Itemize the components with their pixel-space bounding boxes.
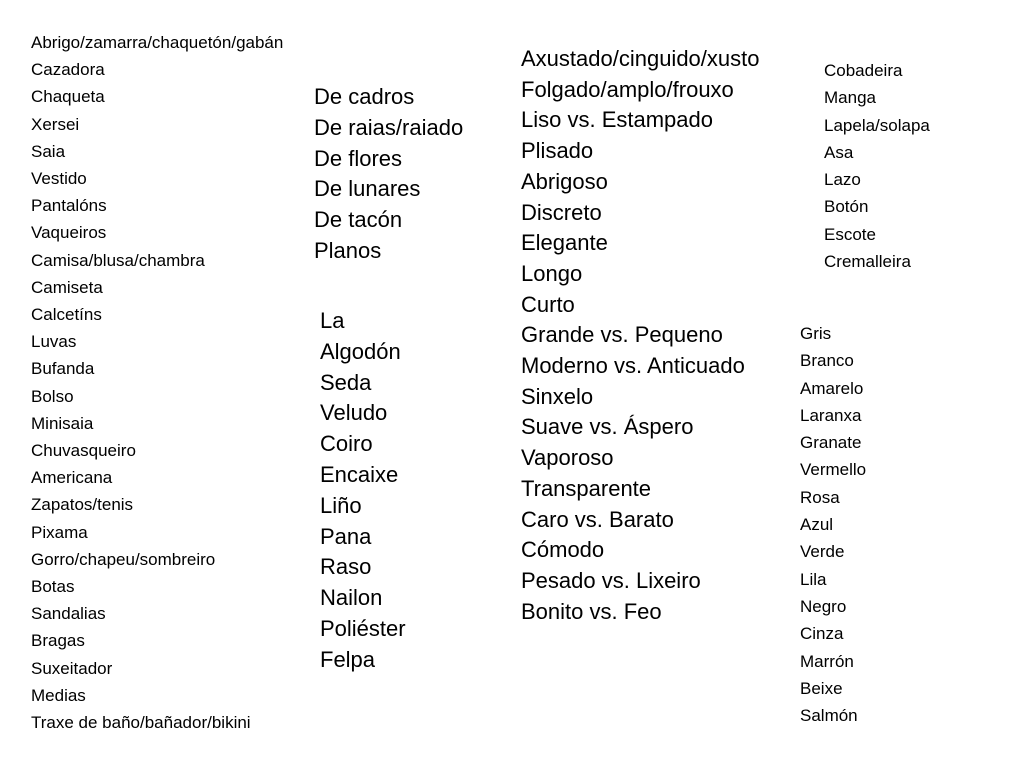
color-item: Vermello bbox=[800, 460, 867, 480]
garment-item: Medias bbox=[31, 685, 86, 705]
colors-list bbox=[800, 320, 866, 729]
garment-item: Luvas bbox=[31, 332, 77, 352]
adjective-item: Cómodo bbox=[521, 537, 605, 563]
garment-item: Pantalóns bbox=[31, 196, 107, 216]
material-item: Liño bbox=[320, 492, 362, 518]
garment-part-item: Botón bbox=[824, 197, 869, 217]
adjective-item: Suave vs. Áspero bbox=[521, 414, 694, 440]
pattern-item: De cadros bbox=[314, 84, 415, 109]
adjective-item: Caro vs. Barato bbox=[521, 506, 674, 532]
patterns-list bbox=[314, 82, 463, 267]
garment-part-item: Lapela/solapa bbox=[824, 115, 930, 135]
color-item: Beixe bbox=[800, 678, 843, 698]
adjective-item: Discreto bbox=[521, 199, 602, 225]
pattern-item: De flores bbox=[314, 145, 403, 171]
garments-list bbox=[31, 29, 283, 736]
adjective-item: Curto bbox=[521, 291, 575, 317]
garment-item: Minisaia bbox=[31, 413, 94, 433]
garment-item: Vestido bbox=[31, 169, 87, 189]
garment-item: Chuvasqueiro bbox=[31, 441, 136, 461]
adjective-item: Sinxelo bbox=[521, 383, 594, 409]
garment-item: Saia bbox=[31, 141, 66, 161]
garment-item: Americana bbox=[31, 468, 113, 488]
color-item: Marrón bbox=[800, 651, 854, 671]
adjective-item: Plisado bbox=[521, 138, 594, 164]
pattern-item: Planos bbox=[314, 237, 382, 263]
color-item: Cinza bbox=[800, 624, 844, 644]
color-item: Rosa bbox=[800, 487, 840, 507]
pattern-item: De tacón bbox=[314, 207, 403, 233]
garment-item: Zapatos/tenis bbox=[31, 495, 134, 515]
material-item: Nailon bbox=[320, 585, 383, 611]
materials-list bbox=[320, 306, 406, 676]
garment-item: Chaqueta bbox=[31, 87, 105, 107]
adjective-item: Bonito vs. Feo bbox=[521, 598, 662, 624]
garment-item: Gorro/chapeu/sombreiro bbox=[31, 549, 216, 569]
material-item: Felpa bbox=[320, 646, 376, 672]
garment-part-item: Cremalleira bbox=[824, 252, 911, 272]
garment-part-item: Escote bbox=[824, 224, 876, 244]
garment-part-item: Lazo bbox=[824, 170, 861, 190]
adjectives-list bbox=[521, 44, 760, 627]
garment-item: Cazadora bbox=[31, 60, 105, 80]
color-item: Verde bbox=[800, 542, 845, 562]
garment-part-item: Asa bbox=[824, 142, 854, 162]
material-item: La bbox=[320, 308, 345, 333]
garment-item: Bufanda bbox=[31, 359, 95, 379]
material-item: Coiro bbox=[320, 431, 373, 457]
color-item: Salmón bbox=[800, 706, 858, 726]
adjective-item: Liso vs. Estampado bbox=[521, 107, 713, 133]
garment-item: Bolso bbox=[31, 386, 74, 406]
garment-item: Abrigo/zamarra/chaquetón/gabán bbox=[31, 33, 284, 52]
material-item: Encaixe bbox=[320, 461, 399, 487]
garment-item: Vaqueiros bbox=[31, 223, 107, 243]
color-item: Negro bbox=[800, 596, 847, 616]
garment-item: Sandalias bbox=[31, 604, 106, 624]
color-item: Granate bbox=[800, 433, 862, 453]
garment-item: Calcetíns bbox=[31, 305, 102, 325]
color-item: Amarelo bbox=[800, 378, 864, 398]
adjective-item: Pesado vs. Lixeiro bbox=[521, 567, 701, 593]
garment-part-item: Cobadeira bbox=[824, 61, 903, 80]
color-item: Azul bbox=[800, 515, 834, 535]
garment-parts-list bbox=[824, 57, 930, 275]
adjective-item: Transparente bbox=[521, 475, 652, 501]
color-item: Lila bbox=[800, 569, 827, 589]
garment-part-item: Manga bbox=[824, 88, 876, 108]
pattern-item: De lunares bbox=[314, 176, 421, 202]
adjective-item: Moderno vs. Anticuado bbox=[521, 353, 745, 379]
material-item: Veludo bbox=[320, 400, 388, 426]
garment-item: Camiseta bbox=[31, 277, 103, 297]
material-item: Pana bbox=[320, 523, 372, 549]
garment-item: Bragas bbox=[31, 631, 85, 651]
color-item: Branco bbox=[800, 351, 854, 371]
adjective-item: Elegante bbox=[521, 230, 608, 256]
adjective-item: Folgado/amplo/frouxo bbox=[521, 76, 734, 102]
material-item: Seda bbox=[320, 369, 372, 395]
garment-item: Botas bbox=[31, 577, 75, 597]
adjective-item: Grande vs. Pequeno bbox=[521, 322, 723, 348]
adjective-item: Vaporoso bbox=[521, 445, 614, 471]
garment-item: Xersei bbox=[31, 114, 80, 134]
garment-item: Traxe de baño/bañador/bikini bbox=[31, 713, 251, 733]
color-item: Laranxa bbox=[800, 405, 862, 425]
material-item: Algodón bbox=[320, 338, 401, 364]
adjective-item: Abrigoso bbox=[521, 168, 608, 194]
adjective-item: Axustado/cinguido/xusto bbox=[521, 46, 760, 71]
garment-item: Pixama bbox=[31, 522, 88, 542]
adjective-item: Longo bbox=[521, 260, 583, 286]
material-item: Raso bbox=[320, 554, 372, 580]
color-item: Gris bbox=[800, 324, 832, 343]
garment-item: Suxeitador bbox=[31, 658, 113, 678]
material-item: Poliéster bbox=[320, 615, 406, 641]
garment-item: Camisa/blusa/chambra bbox=[31, 250, 205, 270]
pattern-item: De raias/raiado bbox=[314, 114, 464, 140]
